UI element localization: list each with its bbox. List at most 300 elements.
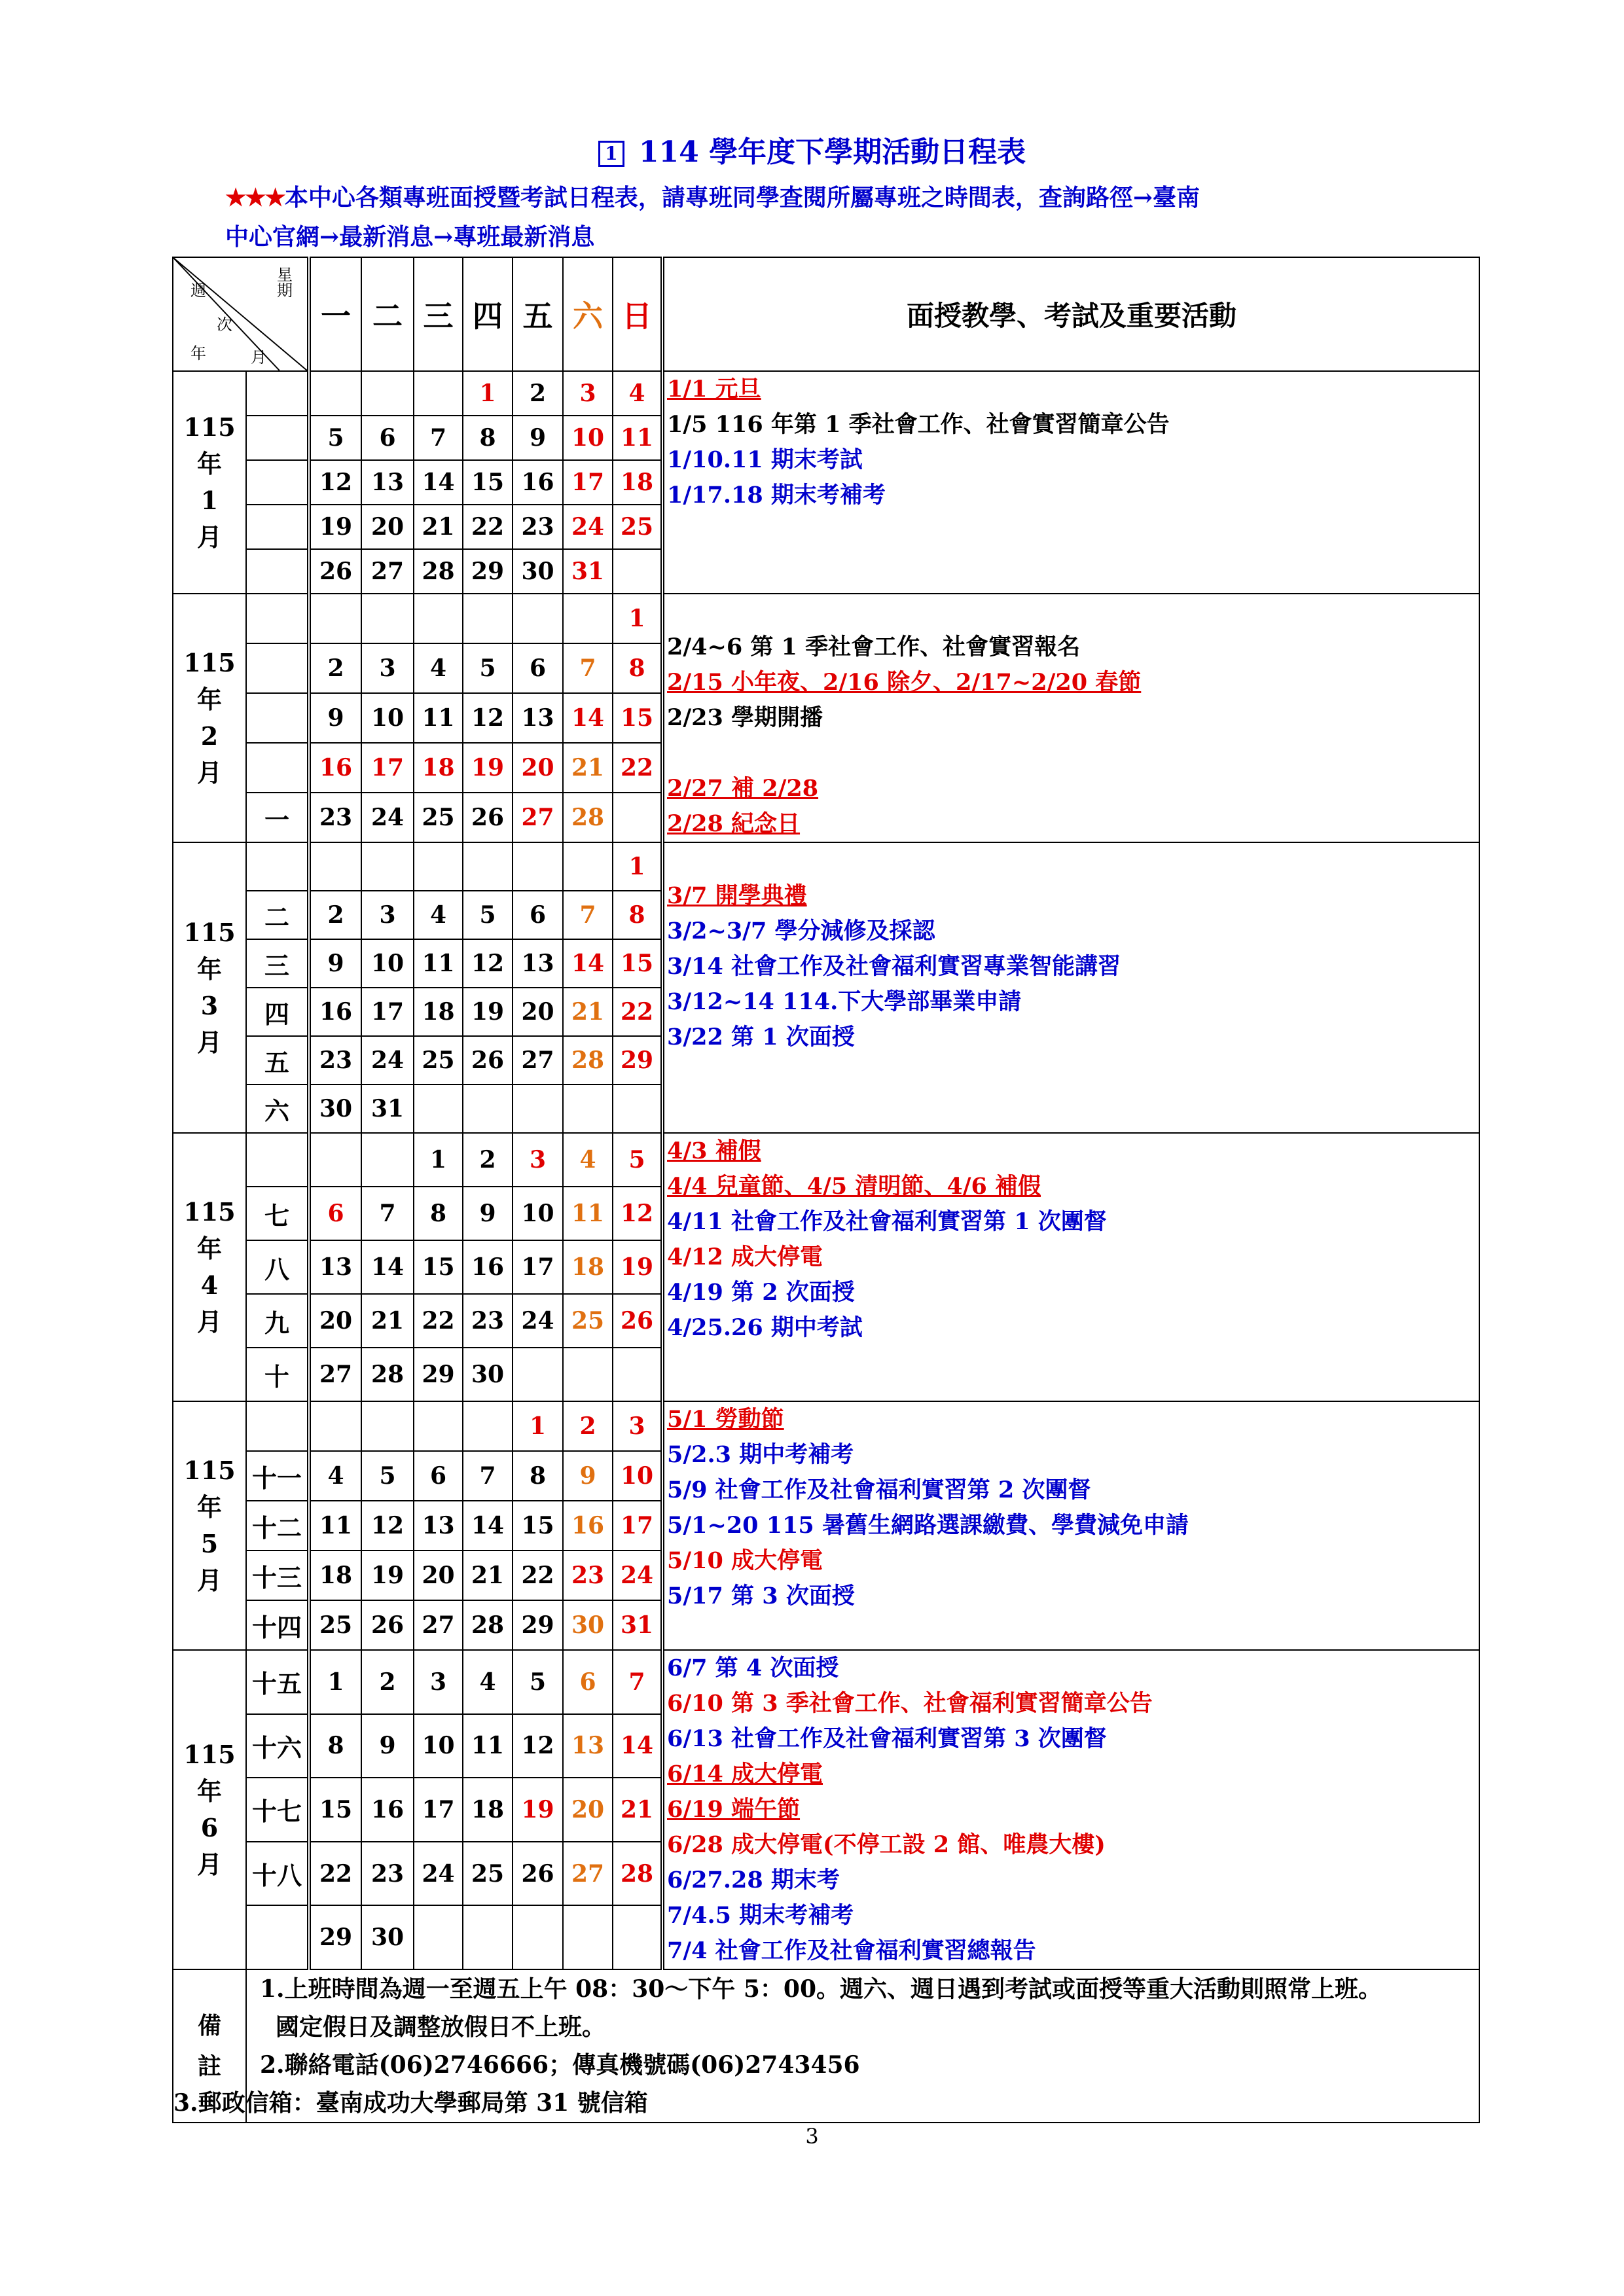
date-cell: 2 (563, 1401, 613, 1451)
month-label-part: 3 (200, 991, 219, 1020)
activity-item: 6/7 第 4 次面授 (667, 1655, 839, 1681)
activity-item: 2/4~6 第 1 季社會工作、社會實習報名 (667, 634, 1081, 660)
corner-year-label: 年 (190, 344, 206, 363)
activities-header: 面授教學、考試及重要活動 (662, 257, 1479, 371)
month-label (173, 1401, 246, 1650)
date-cell (513, 1085, 563, 1133)
activity-item: 5/9 社會工作及社會福利實習第 2 次團督 (667, 1477, 1091, 1503)
date-cell (463, 842, 513, 891)
month-label-part: 6 (200, 1813, 219, 1842)
activity-item: 5/10 成大停電 (667, 1547, 823, 1574)
date-cell: 17 (563, 460, 613, 505)
week-number: 十八 (246, 1842, 309, 1906)
date-cell: 8 (513, 1451, 563, 1501)
date-cell: 14 (563, 693, 613, 743)
page-number: 3 (805, 2124, 819, 2149)
month-label-part: 115 (183, 1456, 236, 1485)
date-cell: 11 (414, 693, 463, 743)
activity-item: 6/13 社會工作及社會福利實習第 3 次團督 (667, 1725, 1107, 1752)
day-header-fri: 五 (513, 257, 563, 371)
date-cell: 10 (414, 1714, 463, 1778)
date-cell: 19 (309, 505, 361, 549)
date-cell: 18 (613, 460, 662, 505)
date-cell: 23 (309, 793, 361, 842)
date-cell: 17 (361, 988, 414, 1036)
remarks-line: 3.郵政信箱：臺南成功大學郵局第 31 號信箱 (173, 2089, 648, 2117)
date-cell: 29 (309, 1905, 361, 1969)
day-header-mon: 一 (309, 257, 361, 371)
day-header-tue: 二 (361, 257, 414, 371)
date-cell: 29 (414, 1348, 463, 1401)
date-cell: 27 (414, 1600, 463, 1650)
date-cell: 15 (309, 1778, 361, 1842)
date-cell: 16 (309, 743, 361, 793)
date-cell: 19 (463, 743, 513, 793)
date-cell: 6 (513, 643, 563, 693)
activity-item: 5/1 勞動節 (667, 1406, 784, 1433)
title-text: 114 學年度下學期活動日程表 (638, 135, 1026, 169)
date-cell: 2 (463, 1133, 513, 1187)
date-cell: 28 (463, 1600, 513, 1650)
month-label-part: 115 (183, 412, 236, 442)
date-cell: 22 (309, 1842, 361, 1906)
corner-month-label: 月 (251, 348, 266, 367)
activity-item: 3/22 第 1 次面授 (667, 1024, 855, 1050)
date-cell: 11 (309, 1501, 361, 1551)
activity-item: 1/1 元旦 (667, 376, 761, 403)
day-header-sun: 日 (613, 257, 662, 371)
date-cell (463, 1401, 513, 1451)
date-cell: 8 (309, 1714, 361, 1778)
month-label-part: 年 (196, 954, 222, 984)
date-cell: 20 (361, 505, 414, 549)
month-label-part: 月 (196, 1028, 222, 1057)
date-cell: 11 (463, 1714, 513, 1778)
month-label-part: 115 (183, 1197, 236, 1227)
activity-item: 4/4 兒童節、4/5 清明節、4/6 補假 (667, 1173, 1041, 1200)
date-cell: 14 (613, 1714, 662, 1778)
date-cell: 30 (361, 1905, 414, 1969)
date-cell: 13 (563, 1714, 613, 1778)
date-cell: 4 (414, 891, 463, 939)
date-cell: 14 (361, 1240, 414, 1294)
day-header-thu: 四 (463, 257, 513, 371)
week-number: 三 (246, 939, 309, 988)
date-cell: 13 (414, 1501, 463, 1551)
remarks-line: 2.聯絡電話(06)2746666；傳真機號碼(06)2743456 (260, 2051, 860, 2079)
date-cell: 5 (613, 1133, 662, 1187)
schedule-table (172, 257, 1480, 2123)
month-activities (662, 594, 1479, 842)
date-cell (309, 371, 361, 416)
date-cell (563, 1905, 613, 1969)
date-cell (513, 1348, 563, 1401)
activity-item: 3/12~14 114.下大學部畢業申請 (667, 988, 1022, 1015)
date-cell: 27 (513, 1036, 563, 1085)
date-cell (414, 842, 463, 891)
date-cell: 31 (563, 549, 613, 594)
date-cell: 19 (513, 1778, 563, 1842)
date-cell: 31 (361, 1085, 414, 1133)
date-cell: 10 (613, 1451, 662, 1501)
date-cell (513, 842, 563, 891)
remarks-label-part: 註 (197, 2053, 221, 2080)
date-cell: 17 (414, 1778, 463, 1842)
date-cell: 1 (414, 1133, 463, 1187)
date-cell: 15 (463, 460, 513, 505)
date-cell: 28 (361, 1348, 414, 1401)
date-cell: 13 (361, 460, 414, 505)
date-cell: 23 (361, 1842, 414, 1906)
date-cell: 20 (513, 743, 563, 793)
date-cell: 27 (361, 549, 414, 594)
date-cell: 27 (309, 1348, 361, 1401)
activity-item: 2/27 補 2/28 (667, 775, 819, 802)
date-cell: 10 (513, 1187, 563, 1240)
month-label-part: 115 (183, 918, 236, 947)
date-cell: 13 (513, 939, 563, 988)
month-label (173, 594, 246, 842)
date-cell: 31 (613, 1600, 662, 1650)
activity-item: 2/28 紀念日 (667, 810, 801, 837)
month-label (173, 371, 246, 594)
date-cell: 12 (463, 693, 513, 743)
week-number (246, 505, 309, 549)
date-cell (563, 1085, 613, 1133)
date-cell: 25 (563, 1294, 613, 1348)
date-cell: 16 (463, 1240, 513, 1294)
week-number: 十五 (246, 1650, 309, 1714)
remarks-row (173, 1969, 1479, 2123)
date-cell: 24 (613, 1551, 662, 1600)
date-cell: 10 (361, 693, 414, 743)
date-cell: 1 (513, 1401, 563, 1451)
date-cell (361, 1133, 414, 1187)
date-cell (563, 1348, 613, 1401)
activity-item: 2/23 學期開播 (667, 704, 823, 731)
date-cell: 8 (613, 643, 662, 693)
activity-item (667, 736, 1479, 771)
month-label-part: 2 (200, 721, 219, 751)
date-cell: 29 (463, 549, 513, 594)
week-number: 九 (246, 1294, 309, 1348)
activity-item: 7/4 社會工作及社會福利實習總報告 (667, 1937, 1036, 1964)
date-cell: 21 (613, 1778, 662, 1842)
activity-item: 4/3 補假 (667, 1138, 761, 1164)
notice-line-1 (225, 179, 1200, 213)
date-cell: 27 (563, 1842, 613, 1906)
week-number (246, 549, 309, 594)
date-cell: 7 (414, 416, 463, 460)
activity-item: 7/4.5 期末考補考 (667, 1902, 854, 1929)
date-cell: 26 (463, 793, 513, 842)
date-cell: 20 (309, 1294, 361, 1348)
date-cell: 3 (513, 1133, 563, 1187)
month-label-part: 年 (196, 685, 222, 714)
day-header-wed: 三 (414, 257, 463, 371)
week-number (246, 371, 309, 416)
activity-item (667, 843, 1479, 878)
title-box-icon: 1 (598, 141, 624, 167)
month-label (173, 1650, 246, 1969)
remarks-line: 國定假日及調整放假日不上班。 (276, 2013, 606, 2041)
date-cell: 5 (361, 1451, 414, 1501)
date-cell: 15 (613, 939, 662, 988)
month-label-part: 115 (183, 648, 236, 677)
date-cell: 12 (613, 1187, 662, 1240)
activity-item: 2/15 小年夜、2/16 除夕、2/17~2/20 春節 (667, 669, 1142, 696)
date-cell: 15 (414, 1240, 463, 1294)
date-cell: 29 (613, 1036, 662, 1085)
activity-item: 6/27.28 期末考 (667, 1867, 840, 1893)
date-cell (463, 1085, 513, 1133)
month-activities (662, 1650, 1479, 1969)
date-cell: 23 (513, 505, 563, 549)
date-cell: 11 (414, 939, 463, 988)
date-cell: 14 (414, 460, 463, 505)
date-cell: 16 (309, 988, 361, 1036)
month-label-part: 月 (196, 1307, 222, 1336)
date-cell: 20 (563, 1778, 613, 1842)
date-cell: 4 (414, 643, 463, 693)
date-cell: 23 (309, 1036, 361, 1085)
month-label-part: 4 (200, 1270, 219, 1300)
day-header-sat: 六 (563, 257, 613, 371)
date-cell: 11 (613, 416, 662, 460)
remarks-content (173, 1969, 1479, 2123)
date-cell: 6 (563, 1650, 613, 1714)
date-cell: 9 (513, 416, 563, 460)
date-cell: 13 (513, 693, 563, 743)
date-cell: 22 (513, 1551, 563, 1600)
date-cell: 7 (563, 643, 613, 693)
month-label (173, 1133, 246, 1401)
date-cell: 3 (361, 891, 414, 939)
date-cell: 1 (309, 1650, 361, 1714)
date-cell: 26 (361, 1600, 414, 1650)
date-cell: 7 (613, 1650, 662, 1714)
month-activities (662, 1401, 1479, 1650)
date-cell: 16 (563, 1501, 613, 1551)
date-cell: 12 (361, 1501, 414, 1551)
month-label (173, 842, 246, 1133)
date-cell: 8 (613, 891, 662, 939)
month-label-part: 年 (196, 1776, 222, 1806)
week-number: 五 (246, 1036, 309, 1085)
remarks-line: 1.上班時間為週一至週五上午 08：30～下午 5：00。週六、週日遇到考試或面授等重大活動則照常上班。 (260, 1975, 1382, 2003)
date-cell: 24 (513, 1294, 563, 1348)
notice-text-1: 本中心各類專班面授暨考試日程表，請專班同學查閱所屬專班之時間表，查詢路徑→臺南 (284, 184, 1200, 211)
date-cell: 25 (463, 1842, 513, 1906)
date-cell: 26 (309, 549, 361, 594)
week-number (246, 693, 309, 743)
date-cell (563, 842, 613, 891)
corner-weekday-label: 星期 (277, 266, 293, 300)
date-cell: 8 (414, 1187, 463, 1240)
date-cell: 6 (513, 891, 563, 939)
week-number (246, 643, 309, 693)
date-cell: 17 (513, 1240, 563, 1294)
date-cell (613, 549, 662, 594)
date-cell: 25 (309, 1600, 361, 1650)
week-number: 七 (246, 1187, 309, 1240)
corner-week-label: 週 (190, 281, 206, 300)
date-cell: 30 (463, 1348, 513, 1401)
activity-item: 4/12 成大停電 (667, 1244, 823, 1270)
date-cell: 3 (361, 643, 414, 693)
week-number: 一 (246, 793, 309, 842)
date-cell: 9 (309, 693, 361, 743)
date-cell: 5 (463, 643, 513, 693)
date-cell: 2 (361, 1650, 414, 1714)
date-cell: 23 (463, 1294, 513, 1348)
date-cell: 18 (563, 1240, 613, 1294)
date-cell (613, 793, 662, 842)
date-cell: 22 (613, 988, 662, 1036)
date-cell: 30 (309, 1085, 361, 1133)
date-cell: 21 (563, 743, 613, 793)
month-label-part: 5 (200, 1529, 219, 1558)
date-cell: 24 (414, 1842, 463, 1906)
date-cell: 28 (563, 793, 613, 842)
date-cell: 10 (361, 939, 414, 988)
date-cell: 27 (513, 793, 563, 842)
month-activities (662, 371, 1479, 594)
date-cell: 17 (613, 1501, 662, 1551)
corner-header (173, 257, 309, 371)
date-cell (309, 594, 361, 643)
date-cell: 21 (563, 988, 613, 1036)
month-activities (662, 1133, 1479, 1401)
date-cell: 30 (563, 1600, 613, 1650)
activity-item: 3/7 開學典禮 (667, 882, 807, 909)
activity-item: 5/17 第 3 次面授 (667, 1583, 855, 1609)
date-cell: 4 (309, 1451, 361, 1501)
date-cell: 17 (361, 743, 414, 793)
date-cell: 30 (513, 549, 563, 594)
date-cell: 29 (513, 1600, 563, 1650)
date-cell (414, 371, 463, 416)
date-cell: 18 (414, 743, 463, 793)
activity-item: 4/25.26 期中考試 (667, 1314, 863, 1341)
week-number: 十 (246, 1348, 309, 1401)
date-cell: 28 (613, 1842, 662, 1906)
date-cell: 9 (309, 939, 361, 988)
date-cell: 2 (309, 891, 361, 939)
date-cell: 5 (463, 891, 513, 939)
week-row (173, 594, 1479, 643)
date-cell (613, 1348, 662, 1401)
page-title (0, 128, 1624, 170)
notice-line-2: 中心官網→最新消息→專班最新消息 (225, 223, 595, 251)
date-cell (414, 1401, 463, 1451)
date-cell (361, 842, 414, 891)
date-cell: 5 (513, 1650, 563, 1714)
activity-item: 5/1~20 115 暑舊生網路選課繳費、學費減免申請 (667, 1512, 1189, 1539)
date-cell: 9 (563, 1451, 613, 1501)
date-cell: 4 (463, 1650, 513, 1714)
activity-item: 6/28 成大停電(不停工設 2 館、唯農大樓) (667, 1831, 1106, 1858)
activity-item: 6/14 成大停電 (667, 1761, 823, 1787)
date-cell (309, 842, 361, 891)
activity-item: 3/2~3/7 學分減修及採認 (667, 918, 935, 944)
date-cell: 4 (563, 1133, 613, 1187)
month-label-part: 1 (200, 486, 219, 515)
week-number: 十二 (246, 1501, 309, 1551)
date-cell: 3 (414, 1650, 463, 1714)
date-cell: 20 (513, 988, 563, 1036)
date-cell: 18 (463, 1778, 513, 1842)
corner-count-label: 次 (217, 315, 232, 334)
date-cell: 25 (414, 1036, 463, 1085)
date-cell: 22 (414, 1294, 463, 1348)
date-cell (361, 371, 414, 416)
date-cell: 4 (613, 371, 662, 416)
date-cell: 16 (361, 1778, 414, 1842)
date-cell (463, 1905, 513, 1969)
date-cell (513, 1905, 563, 1969)
month-label-part: 月 (196, 758, 222, 787)
date-cell: 6 (414, 1451, 463, 1501)
activity-item: 1/5 116 年第 1 季社會工作、社會實習簡章公告 (667, 411, 1170, 438)
date-cell: 9 (361, 1714, 414, 1778)
date-cell: 24 (361, 1036, 414, 1085)
date-cell: 24 (563, 505, 613, 549)
date-cell: 15 (513, 1501, 563, 1551)
date-cell: 9 (463, 1187, 513, 1240)
date-cell (361, 594, 414, 643)
month-label-part: 月 (196, 1566, 222, 1595)
date-cell: 7 (361, 1187, 414, 1240)
date-cell: 23 (563, 1551, 613, 1600)
date-cell: 2 (513, 371, 563, 416)
date-cell: 7 (563, 891, 613, 939)
date-cell: 12 (513, 1714, 563, 1778)
date-cell (563, 594, 613, 643)
month-label-part: 月 (196, 1850, 222, 1879)
date-cell: 20 (414, 1551, 463, 1600)
date-cell: 16 (513, 460, 563, 505)
week-number (246, 594, 309, 643)
week-number (246, 460, 309, 505)
week-number: 二 (246, 891, 309, 939)
week-row (173, 1401, 1479, 1451)
month-label-part: 年 (196, 1234, 222, 1263)
date-cell (613, 1085, 662, 1133)
date-cell (414, 594, 463, 643)
week-number: 十四 (246, 1600, 309, 1650)
activity-item: 3/14 社會工作及社會福利實習專業智能講習 (667, 953, 1121, 980)
date-cell: 5 (309, 416, 361, 460)
date-cell: 7 (463, 1451, 513, 1501)
date-cell: 12 (309, 460, 361, 505)
date-cell: 21 (414, 505, 463, 549)
star-icons: ★★★ (225, 184, 285, 211)
date-cell: 25 (613, 505, 662, 549)
date-cell: 22 (613, 743, 662, 793)
activity-item: 6/10 第 3 季社會工作、社會福利實習簡章公告 (667, 1690, 1153, 1717)
date-cell: 6 (361, 416, 414, 460)
activity-item: 4/19 第 2 次面授 (667, 1279, 855, 1306)
date-cell: 28 (563, 1036, 613, 1085)
date-cell: 1 (613, 594, 662, 643)
week-number (246, 842, 309, 891)
date-cell: 21 (463, 1551, 513, 1600)
date-cell: 1 (613, 842, 662, 891)
date-cell: 28 (414, 549, 463, 594)
week-number (246, 416, 309, 460)
date-cell: 2 (309, 643, 361, 693)
